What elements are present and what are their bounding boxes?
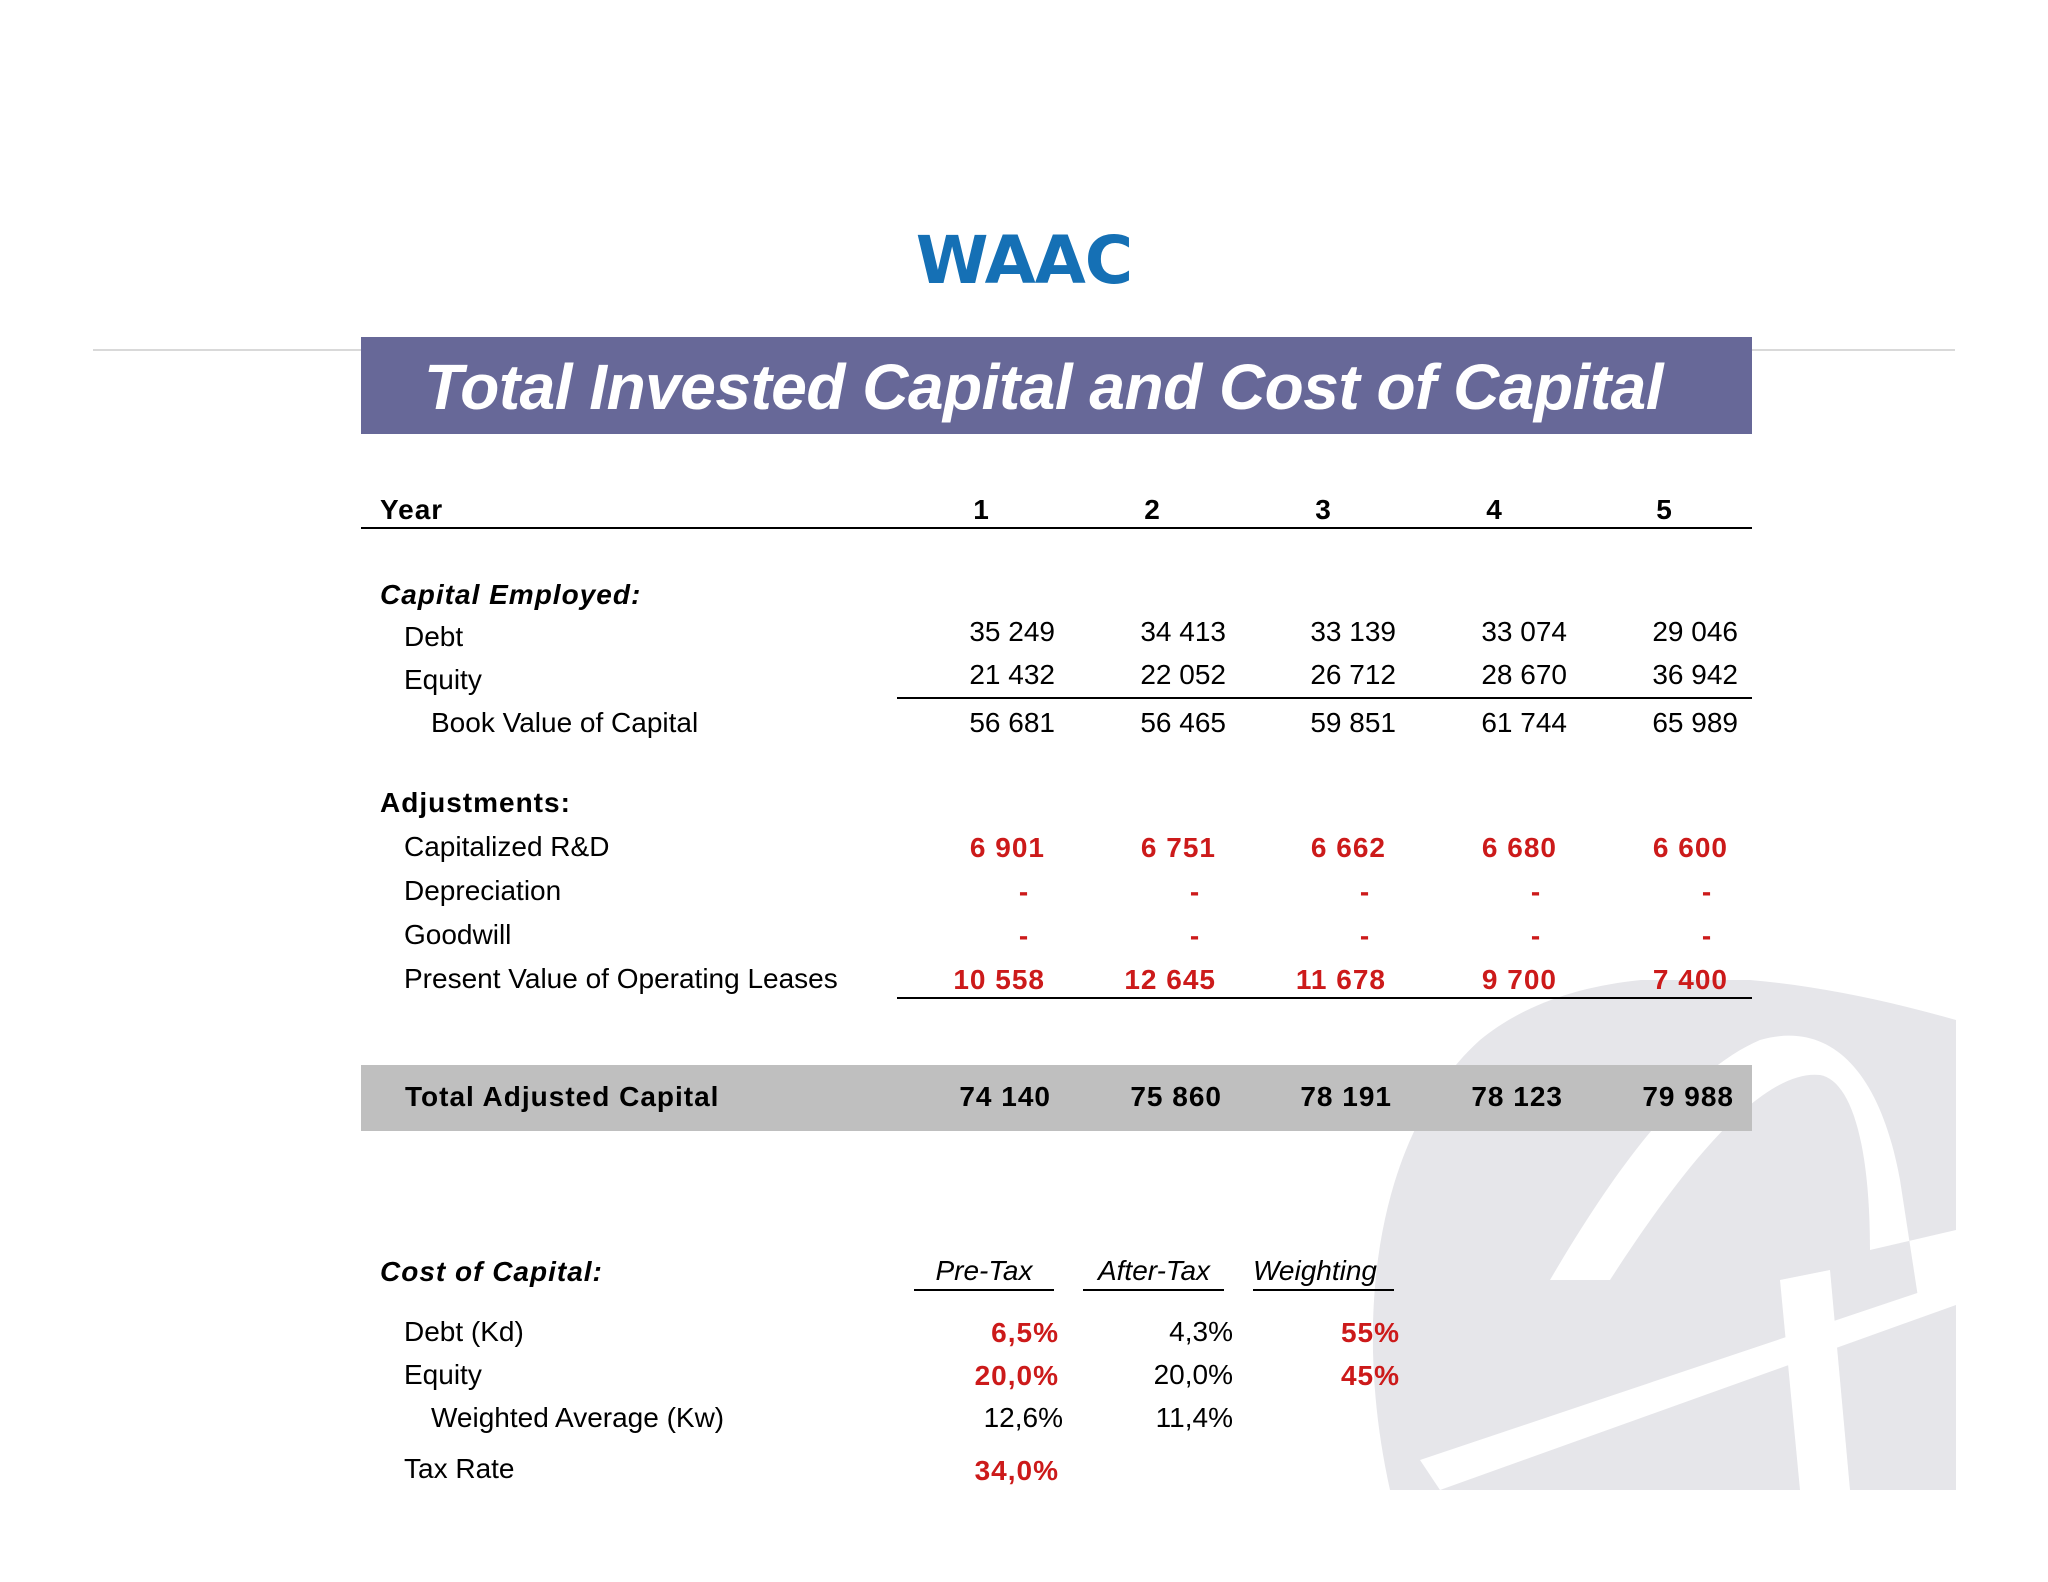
total-year-2: 75 860 — [1130, 1081, 1222, 1112]
rd-year-1: 6 901 — [969, 832, 1045, 863]
leases-year-5: 7 400 — [1652, 964, 1728, 995]
weighting-underline — [1253, 1289, 1394, 1291]
debt-pre-tax: 6,5% — [991, 1317, 1059, 1348]
leases-year-4: 9 700 — [1481, 964, 1557, 995]
row-label-depreciation: Depreciation — [404, 875, 562, 906]
leases-year-1: 10 558 — [953, 964, 1045, 995]
after-tax-underline — [1083, 1289, 1224, 1291]
row-label-operating-leases: Present Value of Operating Leases — [404, 963, 838, 994]
debt-weighting: 55% — [1340, 1317, 1400, 1348]
goodwill-year-5: - — [1701, 920, 1713, 951]
weighted-pre-tax: 12,6% — [983, 1402, 1063, 1433]
book-value-year-5: 65 989 — [1652, 707, 1738, 738]
watermark-logo-icon — [1360, 980, 1956, 1490]
total-year-3: 78 191 — [1300, 1081, 1392, 1112]
adjustments-rule — [897, 997, 1752, 999]
equity-pre-tax: 20,0% — [974, 1360, 1059, 1391]
debt-year-4: 33 074 — [1481, 616, 1567, 647]
book-value-year-4: 61 744 — [1481, 707, 1567, 738]
cost-of-capital-heading: Cost of Capital: — [380, 1256, 603, 1287]
book-value-year-3: 59 851 — [1310, 707, 1396, 738]
goodwill-year-3: - — [1359, 920, 1371, 951]
debt-year-3: 33 139 — [1310, 616, 1396, 647]
row-label-capitalized-rd: Capitalized R&D — [404, 831, 610, 862]
year-2: 2 — [1144, 494, 1160, 525]
rd-year-2: 6 751 — [1140, 832, 1216, 863]
total-year-5: 79 988 — [1642, 1081, 1734, 1112]
book-value-year-1: 56 681 — [969, 707, 1055, 738]
goodwill-year-1: - — [1018, 920, 1030, 951]
equity-year-4: 28 670 — [1481, 659, 1567, 690]
year-3: 3 — [1315, 494, 1331, 525]
depreciation-year-4: - — [1530, 876, 1542, 907]
depreciation-year-5: - — [1701, 876, 1713, 907]
header-rule — [361, 527, 1752, 529]
year-label: Year — [380, 494, 444, 525]
depreciation-year-2: - — [1189, 876, 1201, 907]
banner-title: Total Invested Capital and Cost of Capital — [424, 351, 1663, 423]
goodwill-year-4: - — [1530, 920, 1542, 951]
row-label-weighted-average: Weighted Average (Kw) — [431, 1402, 725, 1433]
debt-year-5: 29 046 — [1652, 616, 1738, 647]
capital-employed-heading: Capital Employed: — [380, 579, 642, 610]
debt-year-2: 34 413 — [1140, 616, 1226, 647]
page-title: WAAC — [915, 222, 1133, 299]
row-label-equity: Equity — [404, 664, 482, 695]
equity-year-1: 21 432 — [969, 659, 1055, 690]
equity-after-tax: 20,0% — [1153, 1359, 1233, 1390]
col-weighting: Weighting — [1253, 1255, 1378, 1286]
rd-year-3: 6 662 — [1310, 832, 1386, 863]
depreciation-year-1: - — [1018, 876, 1030, 907]
row-label-book-value: Book Value of Capital — [431, 707, 699, 738]
total-label: Total Adjusted Capital — [405, 1081, 720, 1112]
book-value-year-2: 56 465 — [1140, 707, 1226, 738]
year-1: 1 — [973, 494, 989, 525]
equity-weighting: 45% — [1340, 1360, 1400, 1391]
depreciation-year-3: - — [1359, 876, 1371, 907]
debt-year-1: 35 249 — [969, 616, 1055, 647]
debt-after-tax: 4,3% — [1169, 1316, 1233, 1347]
row-label-tax-rate: Tax Rate — [404, 1453, 515, 1484]
year-5: 5 — [1656, 494, 1672, 525]
subtotal-rule — [897, 697, 1752, 699]
leases-year-3: 11 678 — [1295, 964, 1386, 995]
col-pre-tax: Pre-Tax — [935, 1255, 1033, 1286]
col-after-tax: After-Tax — [1097, 1255, 1211, 1286]
row-label-goodwill: Goodwill — [404, 919, 512, 950]
total-year-1: 74 140 — [959, 1081, 1051, 1112]
row-label-debt: Debt — [404, 621, 464, 652]
year-4: 4 — [1486, 494, 1502, 525]
equity-year-5: 36 942 — [1652, 659, 1738, 690]
tax-rate-value: 34,0% — [974, 1455, 1059, 1486]
equity-year-2: 22 052 — [1140, 659, 1226, 690]
row-label-debt-kd: Debt (Kd) — [404, 1316, 524, 1347]
weighted-after-tax: 11,4% — [1155, 1402, 1233, 1433]
total-year-4: 78 123 — [1471, 1081, 1563, 1112]
row-label-equity-cost: Equity — [404, 1359, 482, 1390]
rd-year-4: 6 680 — [1481, 832, 1557, 863]
rd-year-5: 6 600 — [1652, 832, 1728, 863]
goodwill-year-2: - — [1189, 920, 1201, 951]
adjustments-heading: Adjustments: — [380, 787, 571, 818]
equity-year-3: 26 712 — [1310, 659, 1396, 690]
leases-year-2: 12 645 — [1124, 964, 1216, 995]
pre-tax-underline — [914, 1289, 1054, 1291]
